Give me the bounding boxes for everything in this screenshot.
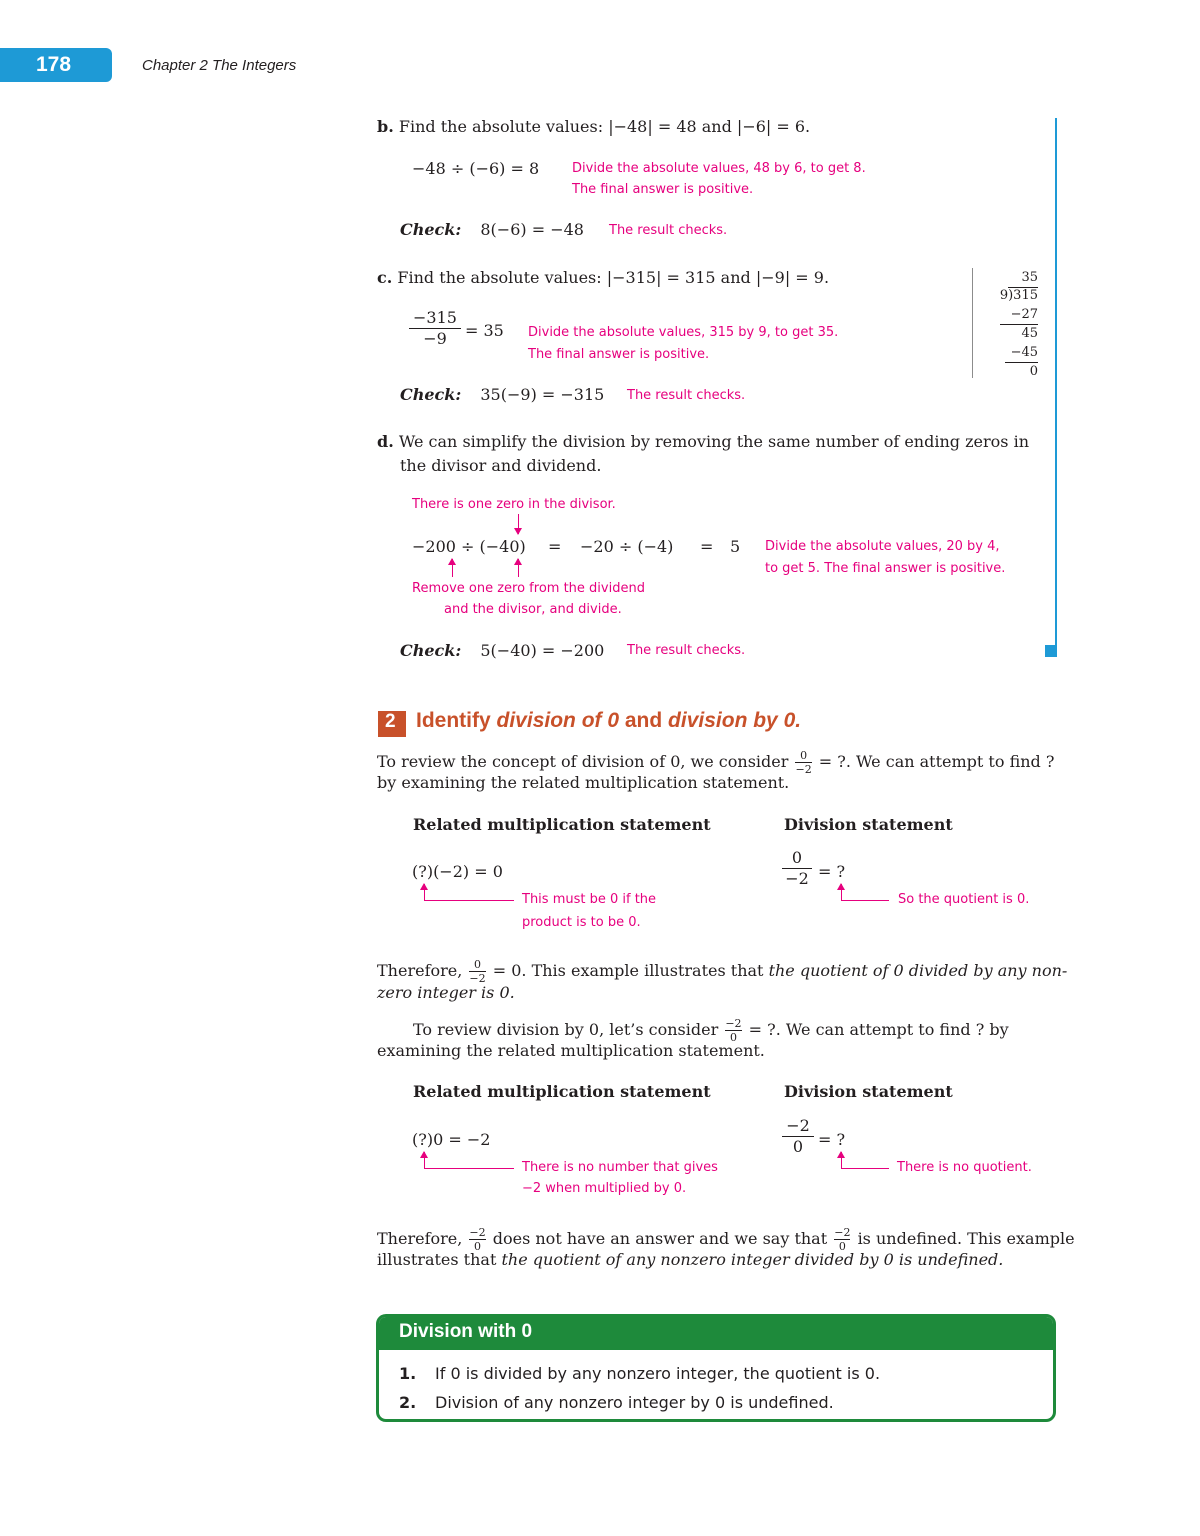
part-c-result: = 35 <box>465 321 504 340</box>
part-d-check-note: The result checks. <box>627 643 746 658</box>
part-c-check: Check: 35(−9) = −315 <box>400 385 605 404</box>
section-title: Identify division of 0 and division by 0. <box>416 709 802 732</box>
part-d-check: Check: 5(−40) = −200 <box>400 641 605 660</box>
paragraph-4-line-2: illustrates that the quotient of any nonzero integer divided by 0 is undefined. <box>377 1250 1004 1269</box>
part-c-intro: c. Find the absolute values: |−315| = 315 and |−9| = 9. <box>377 268 830 287</box>
table-1-col-1-heading: Related multiplication statement <box>413 815 711 834</box>
part-c-note-1: Divide the absolute values, 315 by 9, to get 35. <box>528 325 839 340</box>
paragraph-1-line-2: by examining the related multiplication statement. <box>377 773 790 792</box>
rule-item: 1. If 0 is divided by any nonzero integer, the quotient is 0. <box>399 1364 881 1383</box>
part-d-note-bottom-1: Remove one zero from the dividend <box>412 581 645 596</box>
part-b-check: Check: 8(−6) = −48 <box>400 220 584 239</box>
paragraph-2-line-2: zero integer is 0. <box>377 983 515 1002</box>
part-d-note-right-2: to get 5. The final answer is positive. <box>765 561 1006 576</box>
paragraph-3-line-1: To review division by 0, let’s consider $\frac{-2}{0}$ = ?. We can attempt to find ? by <box>413 1017 1009 1044</box>
arrow-up-icon <box>452 559 453 577</box>
part-b-note-2: The final answer is positive. <box>572 182 754 197</box>
paragraph-4-line-1: Therefore, $\frac{-2}{0}$ does not have an answer and we say that $\frac{-2}{0}$ is undefined. This example <box>377 1226 1075 1253</box>
table-2-note-2: −2 when multiplied by 0. <box>522 1181 687 1196</box>
table-1-division-fraction: 0 −2 <box>782 849 812 889</box>
division-with-zero-box <box>376 1314 1056 1422</box>
chapter-title: Chapter 2 The Integers <box>142 57 297 74</box>
section-number: 2 <box>385 711 396 732</box>
part-d-equals-2: = <box>700 537 714 556</box>
table-1-note-1: This must be 0 if the <box>522 892 657 907</box>
arrow-down-icon <box>518 514 519 534</box>
part-c-check-note: The result checks. <box>627 388 746 403</box>
long-division-quotient: 35 <box>1021 270 1038 285</box>
inline-fraction: $\frac{-2}{0}$ <box>469 1226 486 1253</box>
part-c-note-2: The final answer is positive. <box>528 347 710 362</box>
part-b-note-1: Divide the absolute values, 48 by 6, to get 8. <box>572 161 866 176</box>
rule-box-title: Division with 0 <box>399 1321 533 1342</box>
arrow-up-icon <box>424 884 425 900</box>
long-division-step-3: −45 <box>1010 345 1038 360</box>
paragraph-3-line-2: examining the related multiplication statement. <box>377 1041 765 1060</box>
inline-fraction: $\frac{0}{-2}$ <box>795 749 812 776</box>
table-1-col-2-heading: Division statement <box>784 815 953 834</box>
part-d-note-top: There is one zero in the divisor. <box>412 497 616 512</box>
part-d-intro-1: d. We can simplify the division by removing the same number of ending zeros in <box>377 432 1029 451</box>
example-side-bar <box>1055 118 1057 648</box>
paragraph-1-line-1: To review the concept of division of 0, we consider $\frac{0}{-2}$ = ?. We can attempt to find ? <box>377 749 1055 776</box>
table-1-division-note: So the quotient is 0. <box>898 892 1030 907</box>
part-d-note-right-1: Divide the absolute values, 20 by 4, <box>765 539 1000 554</box>
table-1-multiplication: (?)(−2) = 0 <box>412 862 503 881</box>
part-d-intro-2: the divisor and dividend. <box>400 456 602 475</box>
arrow-up-icon <box>424 1152 425 1168</box>
part-d-result: 5 <box>730 537 741 556</box>
table-2-division-equals: = ? <box>818 1130 846 1149</box>
long-division-divider <box>972 268 973 378</box>
part-d-expr-2: −20 ÷ (−4) <box>580 537 674 556</box>
part-b-intro: b. Find the absolute values: |−48| = 48 and |−6| = 6. <box>377 117 811 136</box>
rule-item: 2. Division of any nonzero integer by 0 is undefined. <box>399 1393 834 1412</box>
long-division-remainder: 0 <box>1029 364 1038 379</box>
long-division-step-1: −27 <box>1010 307 1038 322</box>
paragraph-2-line-1: Therefore, $\frac{0}{-2} = 0$. This example illustrates that the quotient of 0 divided by any non- <box>377 958 1068 985</box>
part-c-fraction: −315 −9 <box>409 309 461 349</box>
long-division-step-2: 45 <box>1021 326 1038 341</box>
table-2-col-1-heading: Related multiplication statement <box>413 1082 711 1101</box>
table-1-note-2: product is to be 0. <box>522 915 641 930</box>
arrow-up-icon <box>841 1152 842 1168</box>
inline-fraction: $\frac{-2}{0}$ <box>834 1226 851 1253</box>
table-2-note-1: There is no number that gives <box>522 1160 718 1175</box>
table-2-col-2-heading: Division statement <box>784 1082 953 1101</box>
table-2-division-fraction: −2 0 <box>782 1117 814 1157</box>
table-2-multiplication: (?)0 = −2 <box>412 1130 491 1149</box>
part-b-check-note: The result checks. <box>609 223 728 238</box>
arrow-up-icon <box>518 559 519 577</box>
inline-fraction: $\frac{0}{-2}$ <box>469 958 486 985</box>
arrow-up-icon <box>841 884 842 900</box>
part-d-equals-1: = <box>548 537 562 556</box>
part-b-equation: −48 ÷ (−6) = 8 <box>412 159 540 178</box>
part-d-note-bottom-2: and the divisor, and divide. <box>444 602 622 617</box>
part-d-expr-1: −200 ÷ (−40) <box>412 537 526 556</box>
inline-fraction: $\frac{-2}{0}$ <box>725 1017 742 1044</box>
page-number: 178 <box>36 53 72 76</box>
table-2-division-note: There is no quotient. <box>897 1160 1032 1175</box>
example-end-marker <box>1045 645 1057 657</box>
long-division-dividend: 9)315 <box>999 288 1038 303</box>
table-1-division-equals: = ? <box>818 862 846 881</box>
